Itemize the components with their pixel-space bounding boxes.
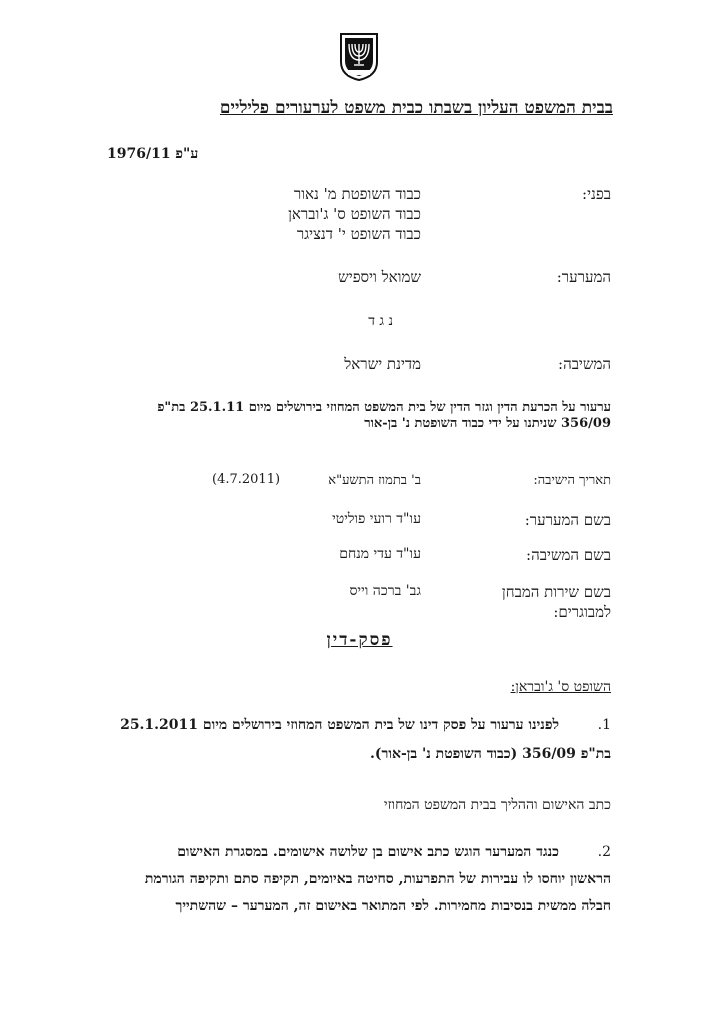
court-title: בבית המשפט העליון בשבתו כבית משפט לערעורים פליליים — [219, 98, 613, 118]
before-label: בפני: — [582, 185, 611, 203]
judge-2: כבוד השופט ס' ג'ובראן — [288, 205, 421, 223]
para2-line3: חבלה ממשית בנסיבות מחמירות. לפי המתואר באישום זה, המערער – שהשתייך — [175, 898, 611, 914]
probation-label-line2: למבוגרים: — [553, 603, 611, 621]
probation-officer: גב' ברכה וייס — [349, 583, 421, 599]
case-number: ע"פ 1976/11 — [107, 146, 199, 162]
respondent-counsel: עו"ד עדי מנחם — [339, 546, 421, 562]
para2-number: .2 — [597, 844, 611, 860]
appellant-name: שמואל ויספיש — [338, 268, 421, 286]
para1-line2: בת"פ 356/09 (כבוד השופטת נ' בן-אור). — [370, 746, 611, 762]
hearing-hebrew-date: ב' בתמוז התשע"א — [328, 473, 421, 488]
appellant-counsel-label: בשם המערער: — [524, 511, 611, 529]
respondent-name: מדינת ישראל — [344, 355, 421, 373]
appellant-label: המערער: — [556, 268, 611, 286]
judge-3: כבוד השופט י' דנציגר — [296, 225, 421, 243]
israel-emblem-icon — [331, 32, 387, 82]
versus-label: נ ג ד — [368, 313, 393, 329]
probation-label-line1: בשם שירות המבחן — [501, 583, 611, 601]
verdict-title — [0, 630, 719, 650]
appellant-counsel: עו"ד רועי פוליטי — [332, 511, 421, 527]
para2-line1: כנגד המערער הוגש כתב אישום בן שלושה אישומים. במסגרת האישום — [177, 844, 559, 860]
section-heading: כתב האישום וההליך בבית המשפט המחוזי — [383, 797, 611, 813]
authoring-judge: השופט ס' ג'ובראן: — [510, 679, 611, 695]
para1-number: .1 — [597, 717, 611, 733]
judge-1: כבוד השופטת מ' נאור — [293, 185, 421, 203]
hearing-date-label: תאריך הישיבה: — [533, 473, 611, 488]
appeal-description: ערעור על הכרעת הדין וגזר הדין של בית המשפט המחוזי בירושלים מיום 25.1.11 בת"פ 356/09 שניתנו על ידי כבוד השופטת נ' בן-אור — [157, 400, 611, 431]
respondent-label: המשיבה: — [558, 355, 611, 373]
verdict-title-text: פסק-דין — [326, 630, 393, 650]
para1-line1: לפנינו ערעור על פסק דינו של בית המשפט המחוזי בירושלים מיום 25.1.2011 — [120, 717, 559, 733]
para2-line2: הראשון יוחסו לו עבירות של התפרעות, סחיטה באיומים, תקיפה סתם ותקיפה הגורמת — [144, 871, 611, 887]
respondent-counsel-label: בשם המשיבה: — [526, 546, 611, 564]
hearing-gregorian-date: (4.7.2011) — [212, 472, 281, 487]
